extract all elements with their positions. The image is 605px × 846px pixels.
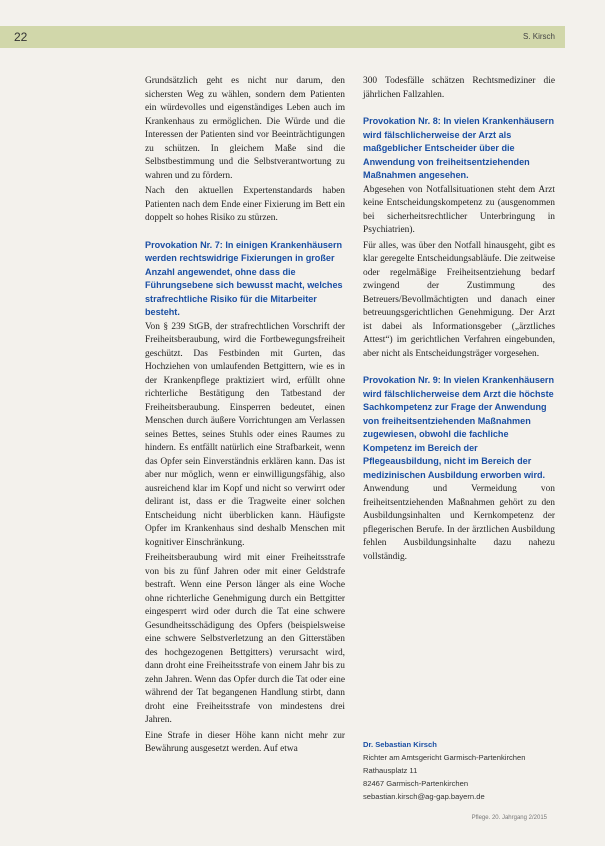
- footer-note: Pflege. 20. Jahrgang 2/2015: [471, 815, 547, 821]
- header-bar: [0, 26, 565, 48]
- running-head-author: S. Kirsch: [522, 32, 555, 41]
- author-street: Rathausplatz 11: [363, 766, 418, 775]
- body-paragraph: Für alles, was über den Notfall hinausgeht, gibt es klar geregelte Entscheidungsabläufe. Die zeitweise oder regelmäßige Freiheitsentziehung bedarf zwingend der Zustimmung des Betreuers/Bevollmächtigten und danach einer betreuungsgerichtlichen Genehmigung. Der Arzt ist dabei als Informationsgeber („ärztliches Attest“) im gerichtlichen Verfahren eingebunden, aber nicht als Entscheidungsträger vorgesehen.: [363, 240, 555, 359]
- author-city: 82467 Garmisch-Partenkirchen: [363, 779, 469, 788]
- author-title: Richter am Amtsgericht Garmisch-Partenkirchen: [363, 753, 526, 762]
- body-paragraph: Grundsätzlich geht es nicht nur darum, den sichersten Weg zu wählen, sondern dem Patienten ein würdevolles und eigenständiges Leben auch im Krankenhaus zu ermöglichen. Die Würde und die Interessen der Patienten sind vor Beeinträchtigungen zu schützen. In gleichem Maße sind die Selbstbestimmung und die Selbstverantwortung zu wahren und zu fördern.: [145, 76, 345, 181]
- right-column: [363, 75, 555, 566]
- page-number: 22: [14, 30, 28, 44]
- body-paragraph: 300 Todesfälle schätzen Rechtsmediziner die jährlichen Fallzahlen.: [363, 76, 555, 100]
- provocation-9-heading: Provokation Nr. 9: In vielen Krankenhäusern wird fälschlicherweise dem Arzt die höchste Sachkompetenz zur Frage der Anwendung von freiheitsentziehenden Maßnahmen zugewiesen, obwohl die fachliche Kompetenz im Bereich der Pflegeausbildung, nicht im Bereich der medizinischen Ausbildung erworben wird.: [363, 375, 555, 480]
- body-paragraph: Nach den aktuellen Expertenstandards haben Patienten nach dem Ende einer Fixierung im Bett ein doppelt so hohes Risiko zu stürzen.: [145, 186, 345, 223]
- body-paragraph: Freiheitsberaubung wird mit einer Freiheitsstrafe von bis zu fünf Jahren oder mit einer Geldstrafe bestraft. Wenn eine Person länger als eine Woche ohne richterliche Genehmigung durch ein Bettgitter eingesperrt wird oder durch die Tat eine schwere Gesundheitsschädigung des Opfers (beispielsweise eine schwere Selbstverletzung an den Gitterstäben des hochgezogenen Bettgitters) verursacht wird, dann droht eine Freiheitsstrafe von einem Jahr bis zu zehn Jahren. Wenn das Opfer durch die Tat oder eine während der Tat begangenen Handlung stirbt, dann droht eine Freiheitsstrafe von mindestens drei Jahren.: [145, 553, 345, 725]
- left-column: [145, 75, 345, 759]
- provocation-8-heading: Provokation Nr. 8: In vielen Krankenhäusern wird fälschlicherweise der Arzt als maßgeblicher Entscheider über die Anwendung von freiheitsentziehenden Maßnahmen angesehen.: [363, 116, 555, 180]
- body-paragraph: Anwendung und Vermeidung von freiheitsentziehenden Maßnahmen gehört zu den Ausbildungsinhalten und Kernkompetenz der pflegerischen Berufe. In der ärztlichen Ausbildung fehlen Ausbildungsinhalte dazu nahezu vollständig.: [363, 484, 555, 562]
- body-paragraph: Eine Strafe in dieser Höhe kann nicht mehr zur Bewährung ausgesetzt werden. Auf etwa: [145, 730, 345, 754]
- author-name: Dr. Sebastian Kirsch: [363, 740, 437, 749]
- body-paragraph: Von § 239 StGB, der strafrechtlichen Vorschrift der Freiheitsberaubung, wird die Fortbewegungsfreiheit geschützt. Das Festbinden mit Gurten, das Hochziehen von umlaufenden Bettgittern, wie es in der Krankenpflege praktiziert wird, erfüllt ohne richterliche Bestätigung den Tatbestand der Freiheitsberaubung. Einsperren bedeutet, einen Menschen durch äußere Vorrichtungen am Verlassen seines Bettes, seines Stuhls oder eines Raumes zu hindern. Es entfällt natürlich eine Strafbarkeit, wenn das Opfer sein Einverständnis erklären kann. Das ist aber nur möglich, wenn er einwilligungsfähig, also ausreichend klar im Kopf und nicht so verwirrt oder delirant ist, dass er die Tragweite einer solchen Entscheidung nicht überblicken kann. Häufigste Opfer im Krankenhaus sind deshalb Menschen mit kognitiver Einschränkung.: [145, 321, 345, 548]
- provocation-7-heading: Provokation Nr. 7: In einigen Krankenhäusern werden rechtswidrige Fixierungen in großer Anzahl angewendet, ohne dass die Führungsebene sich bewusst macht, welches strafrechtliche Risiko für die Mitarbeiter besteht.: [145, 239, 343, 317]
- author-signature-block: [363, 738, 563, 803]
- author-email: sebastian.kirsch@ag-gap.bayern.de: [363, 792, 485, 801]
- body-paragraph: Abgesehen von Notfallsituationen steht dem Arzt keine Entscheidungskompetenz zu (ausgenommen bei sicherheitsrechtlicher Unterbringung in Psychiatrien).: [363, 184, 555, 235]
